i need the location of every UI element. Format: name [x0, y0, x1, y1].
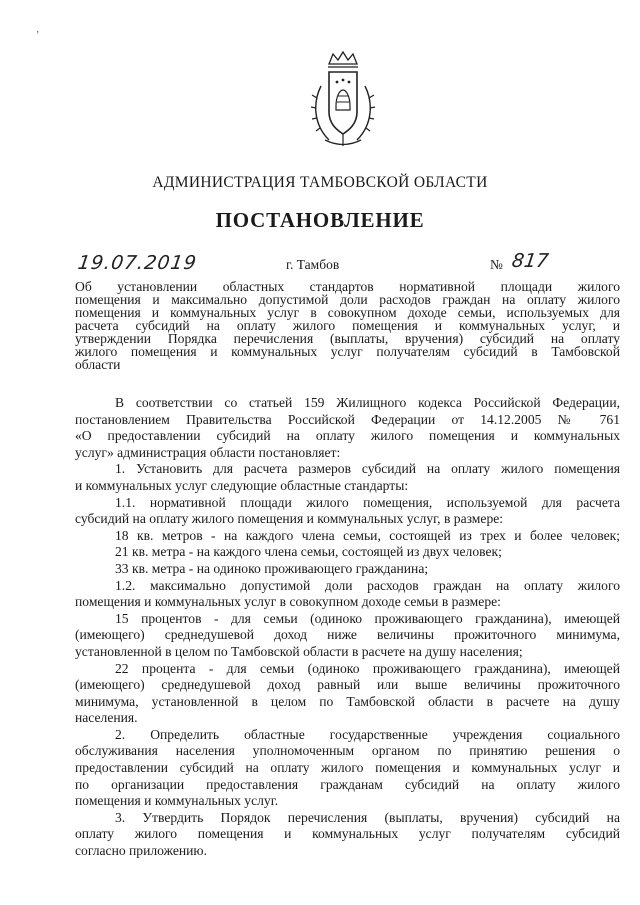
- document-type-title: ПОСТАНОВЛЕНИЕ: [215, 208, 425, 232]
- body-line: согласно приложению.: [75, 843, 207, 859]
- subject-line: расчета субсидий на оплату жилого помещения и коммунальных услуг, и: [75, 318, 620, 333]
- body-line: помещения и коммунальных услуг в совокупном доходе семьи в размере:: [75, 594, 501, 610]
- subject-line: области: [75, 357, 121, 372]
- subject-line: помещения и коммунальных услуг в совокупном доходе семьи, используемых для: [75, 305, 620, 320]
- body-line: субсидий на оплату жилого помещения и коммунальных услуг, в размере:: [75, 511, 504, 527]
- body-line: (имеющего) среднедушевой доход ниже величины прожиточного минимума,: [75, 627, 620, 643]
- body-line: установленной в целом по Тамбовской области в расчете на душу населения;: [75, 643, 523, 659]
- body-line: по организации предоставления гражданам субсидий на оплату жилого: [75, 776, 620, 792]
- document-body: [75, 395, 620, 860]
- body-line: 1. Установить для расчета размеров субсидий на оплату жилого помещения: [115, 461, 620, 477]
- body-line: 22 процента - для семьи (одиноко проживающего гражданина), имеющей: [115, 660, 620, 676]
- body-line: 2. Определить областные государственные учреждения социального: [115, 726, 620, 742]
- body-line: В соответствии со статьей 159 Жилищного кодекса Российской Федерации,: [115, 395, 620, 410]
- subject-line: утверждении Порядка перечисления (выплаты, вручения) субсидий на оплату: [75, 331, 620, 346]
- body-line: 15 процентов - для семьи (одиноко проживающего гражданина), имеющей: [115, 610, 620, 626]
- body-line: обслуживания населения уполномоченным органом по принятию решения о: [75, 743, 620, 759]
- subject-line: Об установлении областных стандартов нормативной площади жилого: [75, 279, 620, 294]
- document-city: г. Тамбов: [286, 257, 340, 272]
- body-line: 1.1. нормативной площади жилого помещения, используемой для расчета: [115, 494, 620, 510]
- body-line: постановлением Правительства Российской Федерации от 14.12.2005 № 761: [75, 411, 620, 427]
- body-line: минимума, установленной в целом по Тамбовской области в расчете на душу: [75, 693, 620, 709]
- body-line: 33 кв. метра - на одиноко проживающего гражданина;: [115, 560, 429, 576]
- subject-line: помещения и максимально допустимой доли расходов граждан на оплату жилого: [75, 292, 620, 307]
- coat-of-arms-icon: [307, 50, 379, 150]
- body-line: 3. Утвердить Порядок перечисления (выплаты, вручения) субсидий на: [115, 809, 620, 825]
- body-line: оплату жилого помещения и коммунальных услуг получателям субсидий: [75, 826, 620, 842]
- document-number: 817: [510, 250, 550, 272]
- document-date: 19.07.2019: [76, 252, 199, 274]
- body-line: 1.2. максимально допустимой доли расходов граждан на оплату жилого: [115, 577, 620, 593]
- coat-of-arms-emblem: [307, 50, 379, 150]
- document-subject: [75, 280, 620, 371]
- body-line: 18 кв. метров - на каждого члена семьи, состоящей из трех и более человек;: [115, 527, 620, 543]
- body-line: помещения и коммунальных услуг.: [75, 793, 279, 809]
- number-label: №: [490, 257, 503, 272]
- administration-name: АДМИНИСТРАЦИЯ ТАМБОВСКОЙ ОБЛАСТИ: [152, 174, 488, 191]
- body-line: «О предоставлении субсидий на оплату жилого помещения и коммунальных: [75, 428, 620, 444]
- body-line: предоставлении субсидий на оплату жилого помещения и коммунальных услуг и: [75, 760, 620, 776]
- body-line: и коммунальных услуг следующие областные стандарты:: [75, 477, 409, 493]
- body-line: 21 кв. метра - на каждого члена семьи, состоящей из двух человек;: [115, 544, 502, 560]
- corner-mark: ’: [36, 30, 40, 41]
- subject-line: жилого помещения и коммунальных услуг получателям субсидий в Тамбовской: [75, 344, 620, 359]
- body-line: услуг» администрация области постановляет:: [75, 444, 341, 460]
- body-line: населения.: [75, 710, 138, 726]
- body-line: (имеющего) среднедушевой доход равный или выше величины прожиточного: [75, 677, 620, 693]
